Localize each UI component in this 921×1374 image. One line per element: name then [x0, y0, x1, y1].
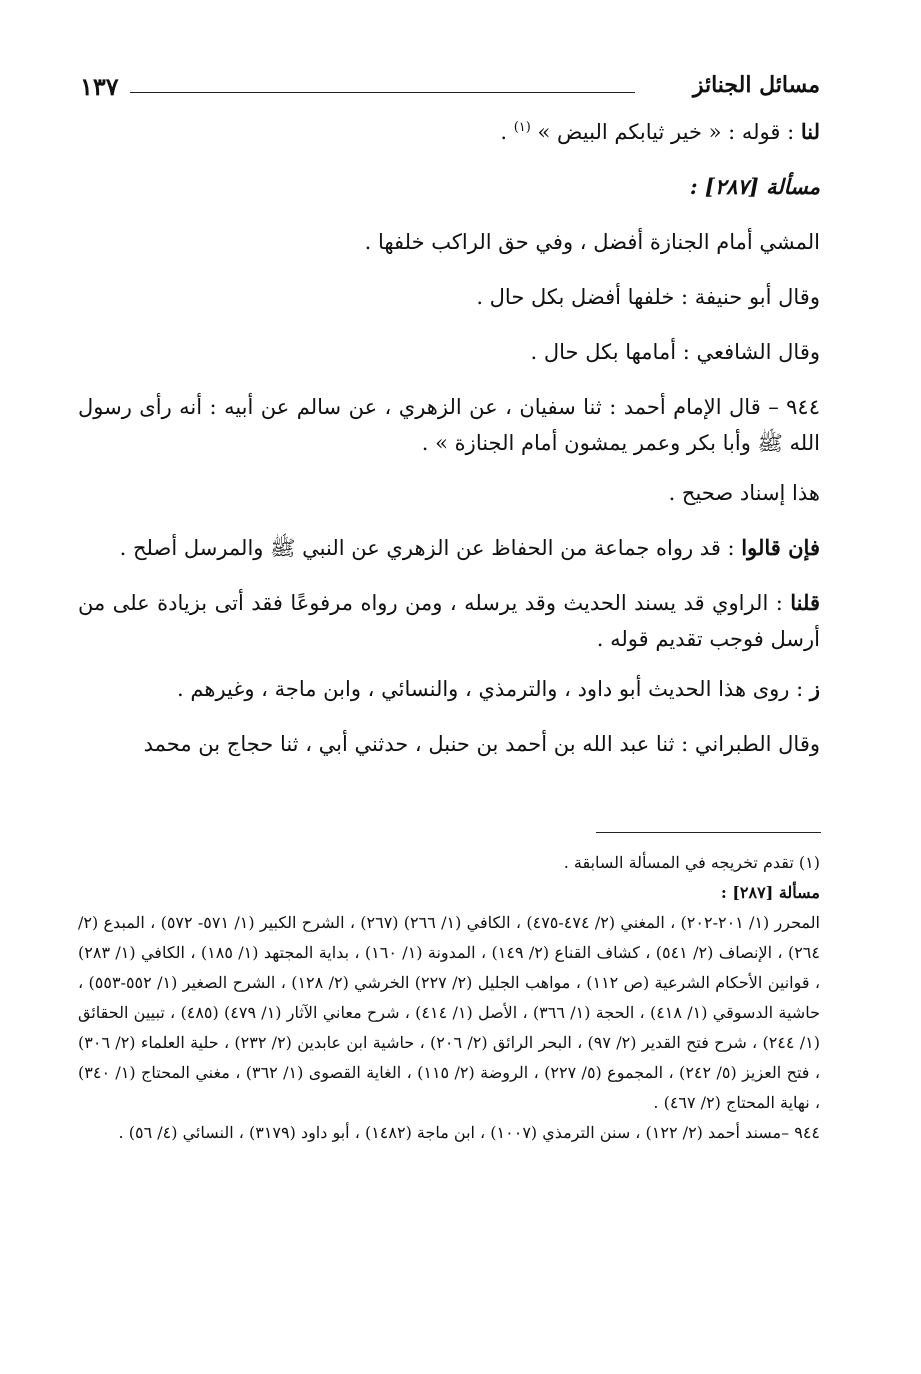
- paragraph-tabarani: وقال الطبراني : ثنا عبد الله بن أحمد بن حنبل ، حدثني أبي ، ثنا حجاج بن محمد: [143, 732, 820, 756]
- lana-label: لنا: [800, 119, 820, 144]
- main-text: [78, 110, 820, 762]
- objection-text: : قد رواه جماعة من الحفاظ عن الزهري عن النبي ﷺ والمرسل أصلح .: [119, 536, 742, 560]
- hadith-944: ٩٤٤ – قال الإمام أحمد : ثنا سفيان ، عن الزهري ، عن سالم عن أبيه : أنه رأى رسول الله ﷺ وأبا بكر وعمر يمشون أمام الجنازة » .: [78, 395, 820, 455]
- reply-text: : الراوي قد يسند الحديث وقد يرسله ، ومن رواه مرفوعًا فقد أتى بزيادة على من أرسل فوجب تقديم قوله .: [78, 591, 820, 651]
- running-title: مسائل الجنائز: [692, 72, 820, 98]
- page-header: [80, 72, 820, 108]
- paragraph-2: المشي أمام الجنازة أفضل ، وفي حق الراكب خلفها .: [364, 230, 820, 254]
- paragraph-objection: [78, 530, 820, 566]
- paragraph-isnad: هذا إسناد صحيح .: [668, 481, 820, 505]
- paragraph-1-text: : قوله : « خير ثيابكم البيض »: [530, 120, 801, 144]
- paragraph-zay: [78, 671, 820, 707]
- paragraph-4: وقال الشافعي : أمامها بكل حال .: [530, 340, 820, 364]
- reply-label: قلنا: [790, 590, 820, 615]
- paragraph-1: [78, 110, 820, 150]
- footnote-ref-1: (١): [513, 120, 531, 135]
- footnote-1: (١) تقدم تخريجه في المسألة السابقة .: [563, 853, 820, 872]
- zay-text: : روى هذا الحديث أبو داود ، والترمذي ، والنسائي ، وابن ماجة ، وغيرهم .: [177, 677, 810, 701]
- footnote-rule: [596, 832, 821, 833]
- header-rule: [130, 92, 635, 93]
- zay-label: ز: [809, 676, 820, 701]
- objection-label: فإن قالوا: [741, 535, 820, 560]
- footnote-944: ٩٤٤ –مسند أحمد (٢/ ١٢٢) ، سنن الترمذي (١٠٠٧) ، ابن ماجة (١٤٨٢) ، أبو داود (٣١٧٩) ، النسائي (٤/ ٥٦) .: [118, 1123, 820, 1142]
- paragraph-1-end: .: [500, 120, 514, 144]
- paragraph-3: وقال أبو حنيفة : خلفها أفضل بكل حال .: [476, 285, 820, 309]
- footnote-heading: مسألة [٢٨٧] :: [720, 883, 820, 902]
- masala-heading: مسألة [٢٨٧] :: [689, 174, 820, 199]
- page-number: ١٣٧: [80, 72, 119, 101]
- footnotes: [78, 848, 820, 1148]
- paragraph-reply: [78, 585, 820, 657]
- footnote-references: المحرر (١/ ٢٠١-٢٠٢) ، المغني (٢/ ٤٧٤-٤٧٥) ، الكافي (١/ ٢٦٦) (٢٦٧) ، الشرح الكبير (١/ ٥٧١- ٥٧٢) ، المبدع (٢/ ٢٦٤) ، الإنصاف (٢/ ٥٤١) ، كشاف القناع (٢/ ١٤٩) ، المدونة (١/ ١٦٠) ، بداية المجتهد (١/ ١٨٥) ، الكافي (١/ ٢٨٣) ، قوانين الأحكام الشرعية (ص ١١٢) ، مواهب الجليل (٢/ ٢٢٧) الخرشي (٢/ ١٢٨) ، الشرح الصغير (١/ ٥٥٢-٥٥٣) ، حاشية الدسوقي (١/ ٤١٨) ، الحجة (١/ ٣٦٦) ، الأصل (١/ ٤١٤) ، شرح معاني الآثار (١/ ٤٧٩) (٤٨٥) ، تبيين الحقائق (١/ ٢٤٤) ، شرح فتح القدير (٢/ ٩٧) ، البحر الرائق (٢/ ٢٠٦) ، حاشية ابن عابدين (٢/ ٢٣٢) ، حلية العلماء (٢/ ٣٠٦) ، فتح العزيز (٥/ ٢٤٢) ، المجموع (٥/ ٢٢٧) ، الروضة (٢/ ١١٥) ، الغاية القصوى (١/ ٣٦٢) ، مغني المحتاج (١/ ٣٤٠) ، نهاية المحتاج (٢/ ٤٦٧) .: [78, 913, 821, 1112]
